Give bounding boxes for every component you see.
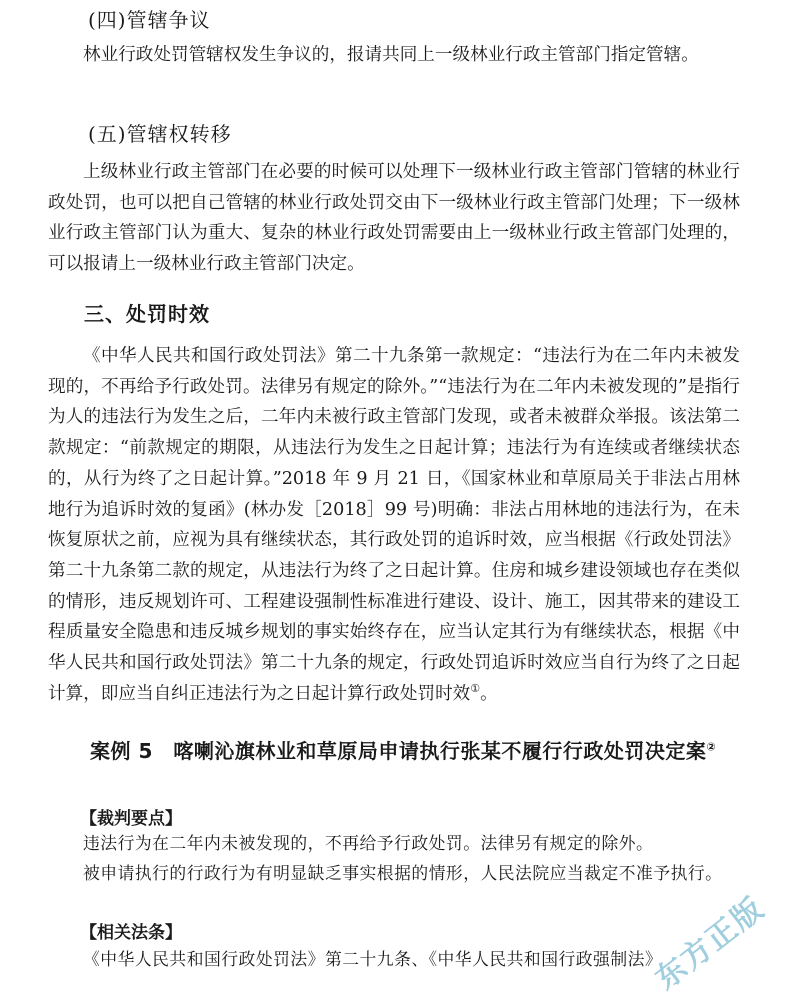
paragraph-limitation-text: 《中华人民共和国行政处罚法》第二十九条第一款规定：“违法行为在二年内未被发现的，不再给予行政处罚。法律另有规定的除外。”“违法行为在二年内未被发现的”是指行为人的违法行为发生之后，二年内未被行政主管部门发现，或者未被群众举报。该法第二款规定：“前款规定的期限，从违法行为发生之日起计算；违法行为有连续或者继续状态的，从行为终了之日起计算。”2018 年 9 月 21 日，《国家林业和草原局关于非法占用林地行为追诉时效的复函》(林办发［2018］99 号)明确：非法占用林地的违法行为，在未恢复原状之前，应视为具有继续状态，其行政处罚的追诉时效，应当根据《行政处罚法》第二十九条第二款的规定，从违法行为终了之日起计算。住房和城乡建设领域也存在类似的情形，违反规划许可、工程建设强制性标准进行建设、设计、施工，因其带来的建设工程质量安全隐患和违反城乡规划的事实始终存在，应当认定其行为有继续状态，根据《中华人民共和国行政处罚法》第二十九条的规定，行政处罚追诉时效应当自行为终了之日起计算，即应当自纠正违法行为之日起计算行政处罚时效 <box>48 346 740 704</box>
heading-jurisdiction-transfer: (五)管辖权转移 <box>88 122 232 146</box>
paragraph-limitation-end: 。 <box>480 683 498 704</box>
paragraph-jurisdiction-transfer: 上级林业行政主管部门在必要的时候可以处理下一级林业行政主管部门管辖的林业行政处罚，也可以把自己管辖的林业行政处罚交由下一级林业行政主管部门处理；下一级林业行政主管部门认为重大、复杂的林业行政处罚需要由上一级林业行政主管部门处理的，可以报请上一级林业行政主管部门决定。 <box>48 162 740 275</box>
case-title <box>48 736 748 766</box>
watermark-stamp: 东方正版 <box>648 890 772 997</box>
related-laws-text: 《中华人民共和国行政处罚法》第二十九条、《中华人民共和国行政强制法》 <box>83 949 663 969</box>
key-point-1: 违法行为在二年内未被发现的，不再给予行政处罚。法律另有规定的除外。 <box>83 833 654 853</box>
case-title-text: 案例 5 喀喇沁旗林业和草原局申请执行张某不履行行政处罚决定案 <box>90 739 707 763</box>
heading-jurisdiction-dispute: (四)管辖争议 <box>88 8 211 32</box>
footnote-mark-2: ② <box>706 740 717 754</box>
paragraph-limitation <box>48 341 740 709</box>
section-title-limitation: 三、处罚时效 <box>84 302 210 326</box>
subheading-related-laws: 【相关法条】 <box>80 923 182 943</box>
subheading-key-points: 【裁判要点】 <box>80 809 182 829</box>
paragraph-jurisdiction-dispute: 林业行政处罚管辖权发生争议的，报请共同上一级林业行政主管部门指定管辖。 <box>83 45 699 65</box>
key-point-2: 被申请执行的行政行为有明显缺乏事实根据的情形，人民法院应当裁定不准予执行。 <box>83 863 723 883</box>
footnote-mark-1: ① <box>470 681 481 695</box>
